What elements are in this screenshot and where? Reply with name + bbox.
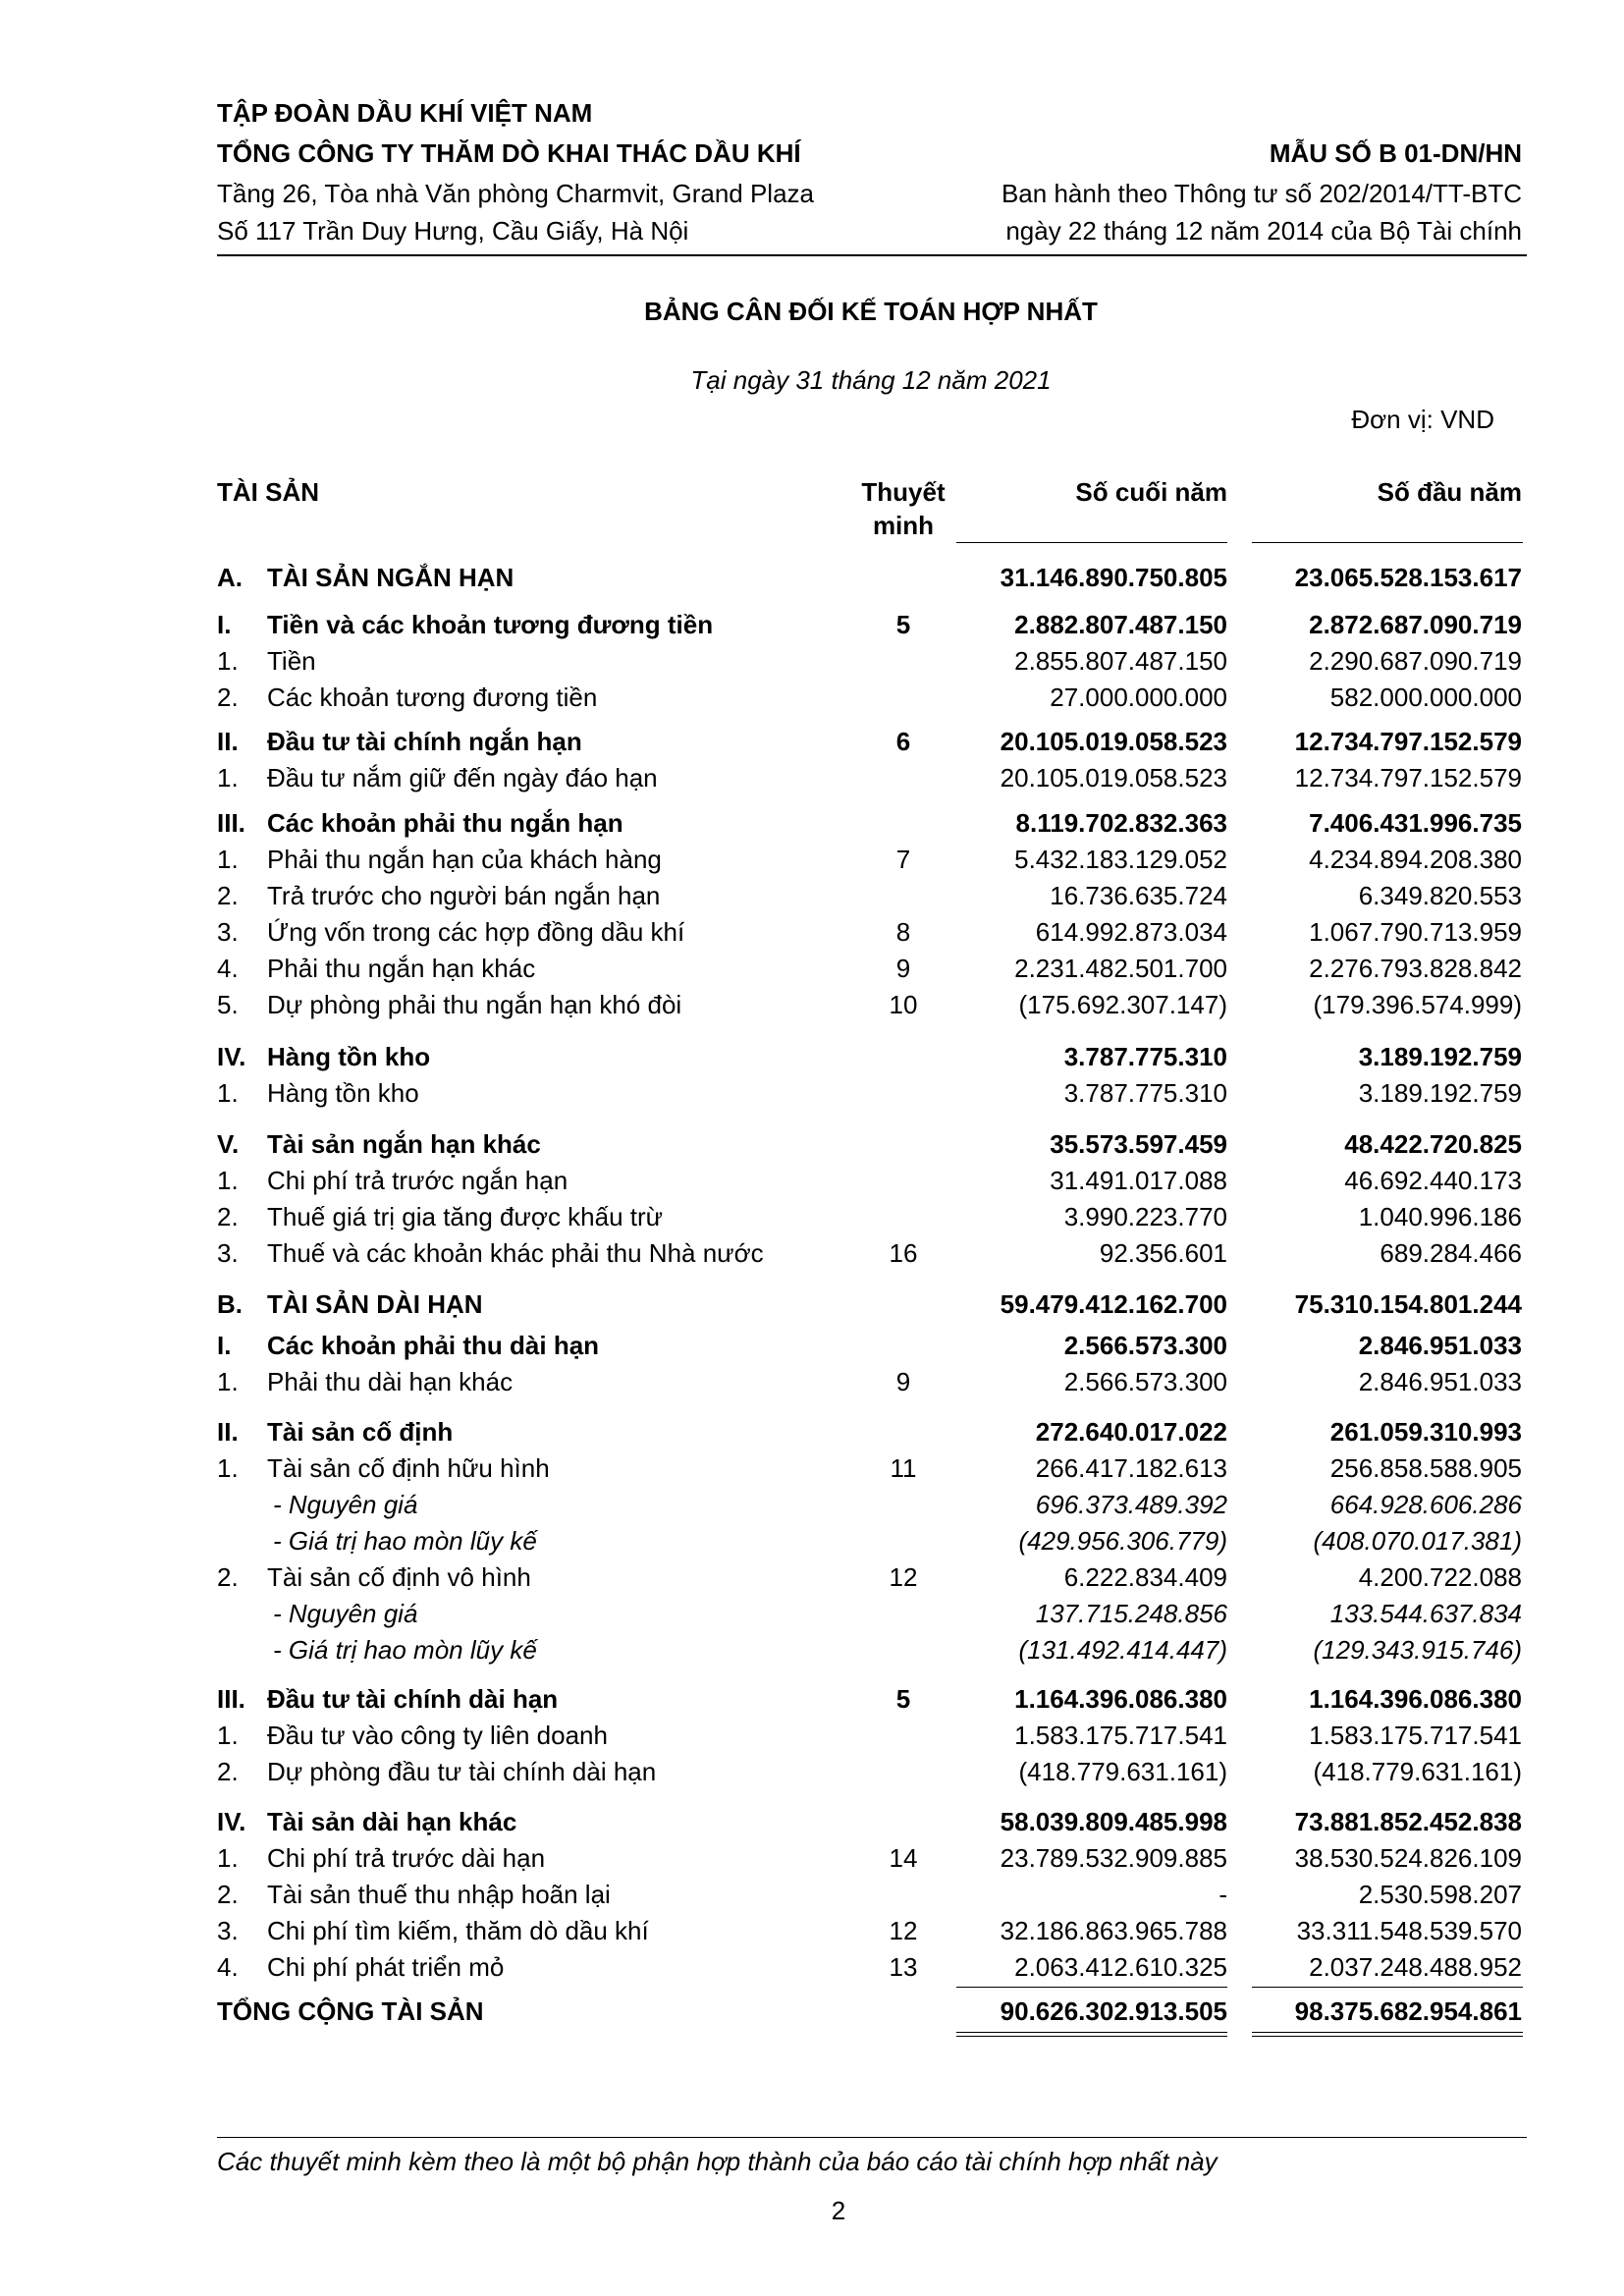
row-note: 9 (895, 1367, 911, 1396)
row-code: 1. (217, 1367, 239, 1396)
table-row (0, 951, 1624, 986)
row-code: 2. (217, 1202, 239, 1231)
col-header-end-underline (956, 542, 1227, 543)
row-label: Các khoản phải thu ngắn hạn (267, 808, 623, 838)
row-label: Chi phí trả trước dài hạn (267, 1843, 546, 1873)
row-note: 7 (895, 845, 911, 874)
row-code: B. (217, 1289, 243, 1319)
table-row (0, 1235, 1624, 1271)
row-label: Tiền (267, 646, 316, 676)
table-row (0, 1840, 1624, 1876)
row-code: I. (217, 1331, 232, 1360)
row-code: 3. (217, 1916, 239, 1945)
company-name: TỔNG CÔNG TY THĂM DÒ KHAI THÁC DẦU KHÍ (217, 138, 801, 168)
row-note: 12 (889, 1916, 918, 1945)
row-begin-value: 3.189.192.759 (1358, 1078, 1522, 1108)
row-note: 12 (889, 1562, 918, 1592)
row-begin-value: 1.164.396.086.380 (1309, 1684, 1522, 1714)
row-begin-value: 2.530.598.207 (1358, 1880, 1522, 1909)
row-label: Chi phí phát triển mỏ (267, 1952, 505, 1982)
row-end-value: 3.787.775.310 (1063, 1078, 1227, 1108)
group-name: TẬP ĐOÀN DẦU KHÍ VIỆT NAM (217, 98, 593, 128)
row-begin-value: 73.881.852.452.838 (1294, 1807, 1522, 1836)
row-code: 1. (217, 1453, 239, 1483)
col-header-note-1: Thuyết (861, 477, 946, 507)
row-label: Tài sản cố định (267, 1417, 454, 1447)
row-label: Đầu tư tài chính ngắn hạn (267, 727, 582, 756)
table-row (0, 1804, 1624, 1839)
table-row (0, 914, 1624, 950)
table-row (0, 1754, 1624, 1789)
footer-note: Các thuyết minh kèm theo là một bộ phận hợp thành của báo cáo tài chính hợp nhất này (217, 2147, 1218, 2176)
row-note: 10 (889, 990, 918, 1019)
total-end-topline (956, 1987, 1227, 1988)
row-begin-value: 1.583.175.717.541 (1309, 1721, 1522, 1750)
row-begin-value: 1.067.790.713.959 (1309, 917, 1522, 947)
document-title: BẢNG CÂN ĐỐI KẾ TOÁN HỢP NHẤT (644, 297, 1098, 326)
form-regulation-date: ngày 22 tháng 12 năm 2014 của Bộ Tài chính (1005, 216, 1522, 246)
row-begin-value: 2.290.687.090.719 (1309, 646, 1522, 676)
row-code: 2. (217, 1757, 239, 1786)
form-code: MẪU SỐ B 01-DN/HN (1269, 138, 1522, 168)
table-row (0, 1286, 1624, 1322)
row-label: Đầu tư vào công ty liên doanh (267, 1721, 608, 1750)
col-header-note-2: minh (872, 511, 935, 540)
table-row (0, 1718, 1624, 1753)
row-code: 1. (217, 646, 239, 676)
company-address-line1: Tầng 26, Tòa nhà Văn phòng Charmvit, Grand Plaza (217, 179, 815, 208)
row-begin-value: 23.065.528.153.617 (1294, 563, 1522, 592)
row-end-value: (131.492.414.447) (1018, 1635, 1227, 1665)
row-begin-value: 3.189.192.759 (1358, 1042, 1522, 1071)
row-end-value: (418.779.631.161) (1018, 1757, 1227, 1786)
table-row (0, 1559, 1624, 1595)
row-label: Tài sản thuế thu nhập hoãn lại (267, 1880, 611, 1909)
row-begin-value: 6.349.820.553 (1358, 881, 1522, 910)
table-row (0, 1523, 1624, 1558)
table-row (0, 1450, 1624, 1486)
row-code: 2. (217, 683, 239, 712)
row-begin-value: (179.396.574.999) (1313, 990, 1522, 1019)
table-row (0, 1681, 1624, 1717)
page-number: 2 (831, 2196, 846, 2225)
row-end-value: 92.356.601 (1099, 1238, 1227, 1268)
row-code: 1. (217, 845, 239, 874)
row-code: 2. (217, 1880, 239, 1909)
row-begin-value: (418.779.631.161) (1313, 1757, 1522, 1786)
row-end-value: (429.956.306.779) (1018, 1526, 1227, 1556)
row-note: 5 (895, 1684, 911, 1714)
row-end-value: (175.692.307.147) (1018, 990, 1227, 1019)
row-begin-value: (408.070.017.381) (1313, 1526, 1522, 1556)
row-code: III. (217, 808, 245, 838)
row-note: 9 (895, 954, 911, 983)
table-row (0, 1596, 1624, 1631)
col-header-begin-underline (1252, 542, 1523, 543)
row-label: Phải thu ngắn hạn của khách hàng (267, 845, 662, 874)
row-begin-value: 2.276.793.828.842 (1309, 954, 1522, 983)
row-end-value: 31.146.890.750.805 (1000, 563, 1227, 592)
row-end-value: 2.882.807.487.150 (1014, 610, 1227, 639)
row-code: II. (217, 727, 239, 756)
row-label: Tài sản ngắn hạn khác (267, 1129, 541, 1159)
table-row (0, 560, 1624, 595)
row-end-value: 59.479.412.162.700 (1000, 1289, 1227, 1319)
table-row (0, 760, 1624, 795)
row-begin-value: 689.284.466 (1380, 1238, 1522, 1268)
row-end-value: 5.432.183.129.052 (1014, 845, 1227, 874)
table-row (0, 987, 1624, 1022)
table-row (0, 1487, 1624, 1522)
row-code: V. (217, 1129, 240, 1159)
total-begin-double-underline (1252, 2032, 1523, 2037)
row-code: 3. (217, 917, 239, 947)
row-end-value: 2.855.807.487.150 (1014, 646, 1227, 676)
row-label: Dự phòng đầu tư tài chính dài hạn (267, 1757, 657, 1786)
row-begin-value: 2.846.951.033 (1358, 1367, 1522, 1396)
table-row (0, 805, 1624, 841)
total-end-value: 90.626.302.913.505 (1000, 1996, 1227, 2026)
row-code: 1. (217, 763, 239, 793)
table-row (0, 1328, 1624, 1363)
row-end-value: 137.715.248.856 (1035, 1599, 1227, 1628)
row-code: IV. (217, 1807, 246, 1836)
row-label: Đầu tư nắm giữ đến ngày đáo hạn (267, 763, 658, 793)
row-code: II. (217, 1417, 239, 1447)
table-row (0, 1126, 1624, 1162)
row-note: 6 (895, 727, 911, 756)
row-end-value: 266.417.182.613 (1035, 1453, 1227, 1483)
row-end-value: 8.119.702.832.363 (1015, 808, 1227, 838)
table-row (0, 1364, 1624, 1399)
document-date: Tại ngày 31 tháng 12 năm 2021 (690, 365, 1052, 395)
row-label: Dự phòng phải thu ngắn hạn khó đòi (267, 990, 682, 1019)
table-row (0, 1877, 1624, 1912)
row-label: Phải thu dài hạn khác (267, 1367, 514, 1396)
row-code: 1. (217, 1843, 239, 1873)
row-label: Hàng tồn kho (267, 1042, 431, 1071)
row-end-value: 3.990.223.770 (1063, 1202, 1227, 1231)
row-code: 1. (217, 1078, 239, 1108)
row-label: TÀI SẢN NGẮN HẠN (267, 563, 514, 592)
row-label: Các khoản phải thu dài hạn (267, 1331, 600, 1360)
header-divider (217, 254, 1527, 256)
row-code: 4. (217, 1952, 239, 1982)
table-row (0, 1039, 1624, 1074)
row-label: Thuế và các khoản khác phải thu Nhà nước (267, 1238, 764, 1268)
table-row (0, 1075, 1624, 1111)
row-label: - Giá trị hao mòn lũy kế (273, 1526, 537, 1556)
row-note: 5 (895, 610, 911, 639)
row-label: Ứng vốn trong các hợp đồng dầu khí (267, 917, 685, 947)
row-label: Tài sản cố định hữu hình (267, 1453, 550, 1483)
row-label: Tài sản cố định vô hình (267, 1562, 531, 1592)
row-end-value: 272.640.017.022 (1035, 1417, 1227, 1447)
row-code: 4. (217, 954, 239, 983)
row-begin-value: 261.059.310.993 (1329, 1417, 1522, 1447)
row-end-value: 2.063.412.610.325 (1014, 1952, 1227, 1982)
col-header-assets: TÀI SẢN (217, 477, 319, 507)
row-label: Trả trước cho người bán ngắn hạn (267, 881, 661, 910)
table-row (0, 1632, 1624, 1667)
row-end-value: 2.566.573.300 (1063, 1331, 1227, 1360)
row-end-value: 16.736.635.724 (1050, 881, 1227, 910)
row-begin-value: 48.422.720.825 (1344, 1129, 1522, 1159)
row-label: - Nguyên giá (273, 1490, 418, 1519)
row-end-value: 2.231.482.501.700 (1014, 954, 1227, 983)
row-end-value: 696.373.489.392 (1035, 1490, 1227, 1519)
row-end-value: 27.000.000.000 (1050, 683, 1227, 712)
col-header-begin: Số đầu năm (1377, 477, 1522, 507)
row-end-value: 32.186.863.965.788 (1000, 1916, 1227, 1945)
table-row (0, 680, 1624, 715)
row-code: 2. (217, 1562, 239, 1592)
row-label: - Nguyên giá (273, 1599, 418, 1628)
row-end-value: 31.491.017.088 (1050, 1166, 1227, 1195)
row-label: Chi phí tìm kiếm, thăm dò dầu khí (267, 1916, 649, 1945)
row-end-value: 58.039.809.485.998 (1000, 1807, 1227, 1836)
table-row (0, 724, 1624, 759)
total-end-double-underline (956, 2032, 1227, 2037)
row-begin-value: 2.037.248.488.952 (1309, 1952, 1522, 1982)
table-row (0, 643, 1624, 679)
currency-unit: Đơn vị: VND (1351, 405, 1494, 434)
row-note: 14 (889, 1843, 918, 1873)
row-begin-value: 4.234.894.208.380 (1309, 845, 1522, 874)
row-end-value: 20.105.019.058.523 (1000, 763, 1227, 793)
row-begin-value: 1.040.996.186 (1358, 1202, 1522, 1231)
row-code: 3. (217, 1238, 239, 1268)
row-end-value: 35.573.597.459 (1050, 1129, 1227, 1159)
table-row (0, 1163, 1624, 1198)
row-end-value: 1.164.396.086.380 (1014, 1684, 1227, 1714)
row-begin-value: 38.530.524.826.109 (1294, 1843, 1522, 1873)
total-row (0, 1994, 1624, 2029)
row-label: Phải thu ngắn hạn khác (267, 954, 536, 983)
footer-divider (217, 2137, 1527, 2138)
row-label: Chi phí trả trước ngắn hạn (267, 1166, 568, 1195)
table-row (0, 1913, 1624, 1948)
row-note: 16 (889, 1238, 918, 1268)
row-begin-value: 256.858.588.905 (1329, 1453, 1522, 1483)
row-end-value: - (1218, 1880, 1227, 1909)
table-row (0, 878, 1624, 913)
row-code: 1. (217, 1166, 239, 1195)
form-regulation: Ban hành theo Thông tư số 202/2014/TT-BTC (1001, 179, 1522, 208)
total-begin-value: 98.375.682.954.861 (1294, 1996, 1522, 2026)
row-begin-value: 133.544.637.834 (1329, 1599, 1522, 1628)
row-begin-value: 46.692.440.173 (1344, 1166, 1522, 1195)
row-begin-value: 75.310.154.801.244 (1294, 1289, 1522, 1319)
row-begin-value: 582.000.000.000 (1329, 683, 1522, 712)
total-label: TỔNG CỘNG TÀI SẢN (217, 1996, 484, 2026)
row-begin-value: (129.343.915.746) (1313, 1635, 1522, 1665)
row-code: 1. (217, 1721, 239, 1750)
row-code: 2. (217, 881, 239, 910)
row-end-value: 1.583.175.717.541 (1014, 1721, 1227, 1750)
row-code: IV. (217, 1042, 246, 1071)
company-address-line2: Số 117 Trần Duy Hưng, Cầu Giấy, Hà Nội (217, 216, 689, 246)
table-row (0, 1949, 1624, 1985)
row-begin-value: 33.311.548.539.570 (1296, 1916, 1522, 1945)
row-begin-value: 2.846.951.033 (1358, 1331, 1522, 1360)
row-note: 13 (889, 1952, 918, 1982)
row-label: Đầu tư tài chính dài hạn (267, 1684, 559, 1714)
table-row (0, 842, 1624, 877)
row-begin-value: 4.200.722.088 (1358, 1562, 1522, 1592)
row-label: Các khoản tương đương tiền (267, 683, 598, 712)
row-code: III. (217, 1684, 245, 1714)
row-code: A. (217, 563, 243, 592)
row-begin-value: 664.928.606.286 (1329, 1490, 1522, 1519)
row-note: 8 (895, 917, 911, 947)
row-label: Thuế giá trị gia tăng được khấu trừ (267, 1202, 664, 1231)
row-label: TÀI SẢN DÀI HẠN (267, 1289, 483, 1319)
table-row (0, 1199, 1624, 1234)
row-begin-value: 12.734.797.152.579 (1294, 763, 1522, 793)
row-label: Tiền và các khoản tương đương tiền (267, 610, 714, 639)
row-end-value: 20.105.019.058.523 (1000, 727, 1227, 756)
row-label: Tài sản dài hạn khác (267, 1807, 517, 1836)
row-label: - Giá trị hao mòn lũy kế (273, 1635, 537, 1665)
row-end-value: 614.992.873.034 (1035, 917, 1227, 947)
row-end-value: 2.566.573.300 (1063, 1367, 1227, 1396)
row-label: Hàng tồn kho (267, 1078, 419, 1108)
row-begin-value: 12.734.797.152.579 (1294, 727, 1522, 756)
row-end-value: 6.222.834.409 (1063, 1562, 1227, 1592)
table-row (0, 607, 1624, 642)
row-begin-value: 7.406.431.996.735 (1309, 808, 1522, 838)
row-code: 5. (217, 990, 239, 1019)
row-code: I. (217, 610, 232, 639)
table-row (0, 1414, 1624, 1449)
total-begin-topline (1252, 1987, 1523, 1988)
row-end-value: 3.787.775.310 (1063, 1042, 1227, 1071)
row-note: 11 (890, 1453, 917, 1483)
row-begin-value: 2.872.687.090.719 (1309, 610, 1522, 639)
row-end-value: 23.789.532.909.885 (1000, 1843, 1227, 1873)
col-header-end: Số cuối năm (1075, 477, 1227, 507)
